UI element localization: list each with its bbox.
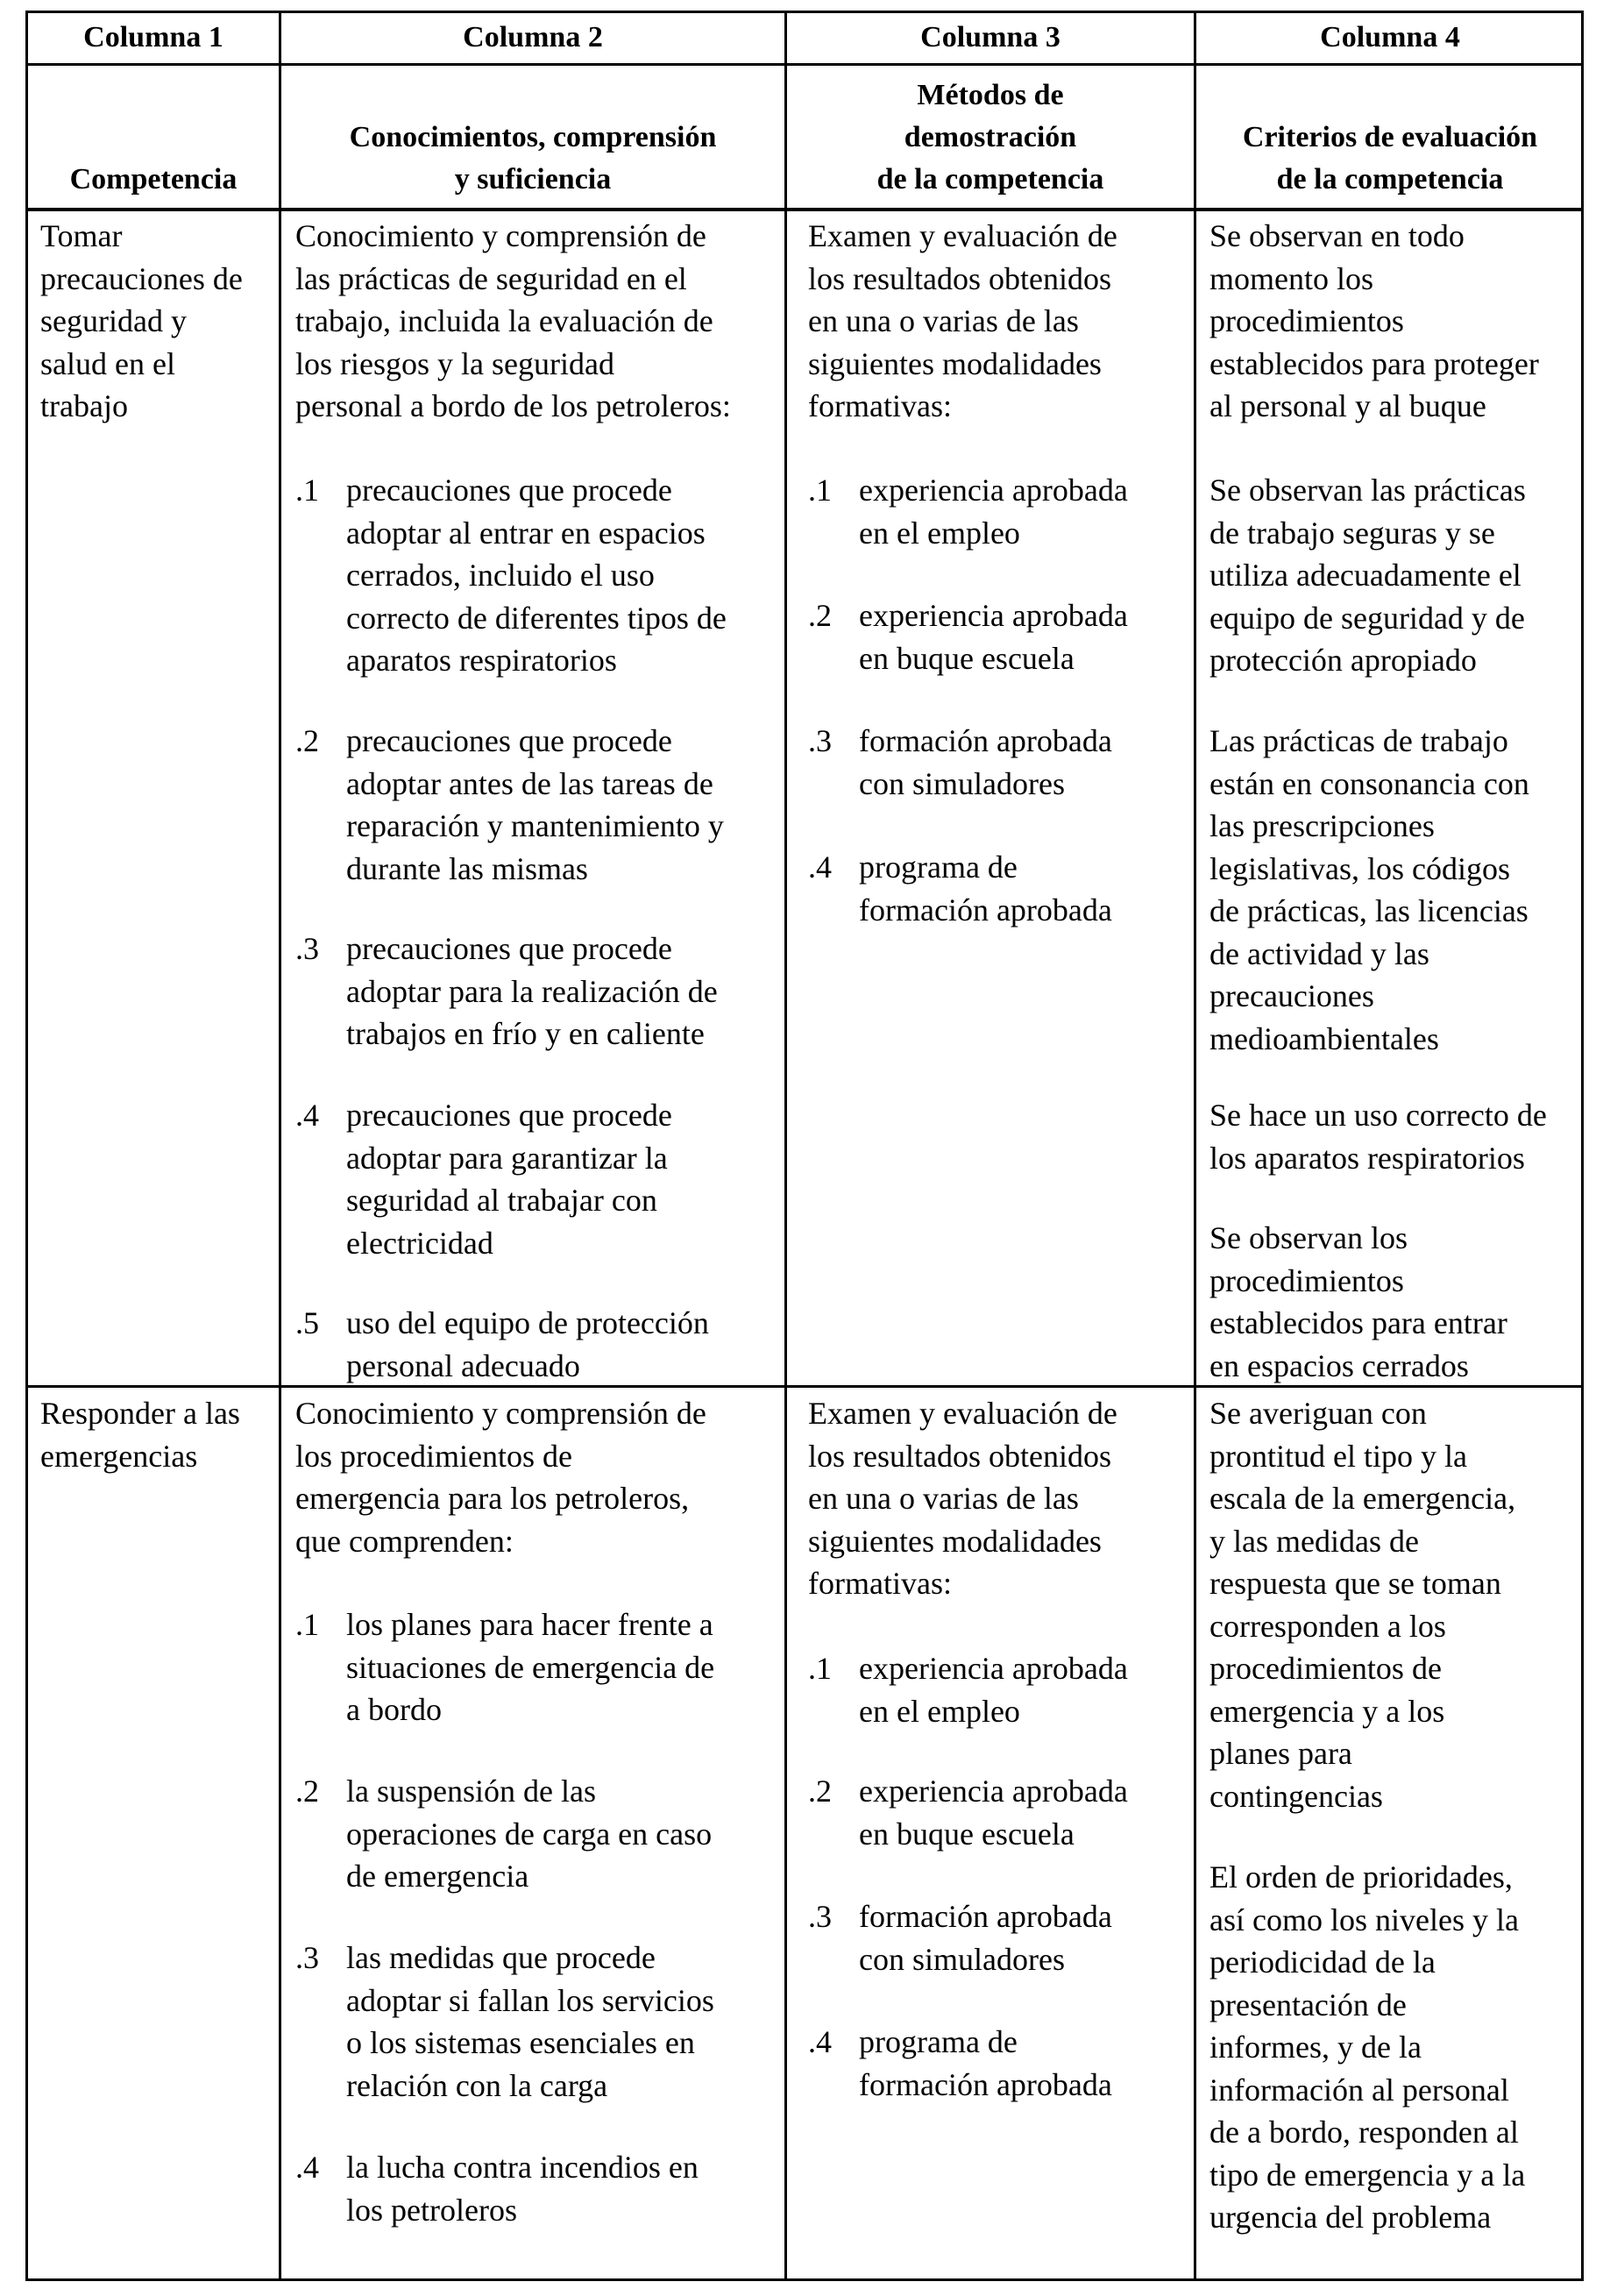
row1-criteria: Se observan los procedimientos establecidos para entrar en espacios cerrados xyxy=(1209,1220,1507,1383)
row1-knowledge-item: .5 uso del equipo de protección personal adecuado xyxy=(295,1305,709,1383)
column-divider xyxy=(1194,13,1196,2278)
row2-criteria: Se averiguan con prontitud el tipo y la escala de la emergencia, y las medidas de respuesta que se toman corresponden a los procedimientos de emergencia y a los planes para contingencias xyxy=(1209,1396,1516,1814)
row1-competence: Tomar precauciones de seguridad y salud en el trabajo xyxy=(40,218,243,423)
competence-table xyxy=(25,11,1584,2281)
row2-method-item: .3 formación aprobada con simuladores xyxy=(808,1899,1112,1977)
header-criterios: Criterios de evaluación de la competencia xyxy=(1242,121,1538,195)
row1-method-item: .2 experiencia aprobada en buque escuela xyxy=(808,598,1128,676)
header-competencia: Competencia xyxy=(69,163,238,195)
row1-criteria: Se hace un uso correcto de los aparatos respiratorios xyxy=(1209,1098,1547,1176)
row2-criteria: El orden de prioridades, así como los niveles y la periodicidad de la presentación de informes, y de la información al personal de a bordo, responden al tipo de emergencia y a la urgencia del problema xyxy=(1209,1859,1526,2235)
header-columna-2: Columna 2 xyxy=(463,21,603,53)
row2-methods: Examen y evaluación de los resultados obtenidos en una o varias de las siguientes modalidades formativas: xyxy=(808,1396,1117,1601)
row1-method-item: .1 experiencia aprobada en el empleo xyxy=(808,473,1128,551)
row2-competence: Responder a las emergencias xyxy=(40,1396,240,1474)
header-metodos: Métodos de demostración de la competencia xyxy=(876,79,1104,195)
row1-criteria: Se observan en todo momento los procedimientos establecidos para proteger al personal y al buque xyxy=(1209,218,1539,423)
row1-methods: Examen y evaluación de los resultados obtenidos en una o varias de las siguientes modalidades formativas: xyxy=(808,218,1117,423)
row-divider xyxy=(28,208,1581,211)
header-columna-4: Columna 4 xyxy=(1320,21,1460,53)
row2-knowledge-item: .1 los planes para hacer frente a situaciones de emergencia de a bordo xyxy=(295,1607,715,1727)
row2-method-item: .1 experiencia aprobada en el empleo xyxy=(808,1651,1128,1729)
row2-knowledge-item: .4 la lucha contra incendios en los petroleros xyxy=(295,2150,699,2228)
row1-method-item: .4 programa de formación aprobada xyxy=(808,849,1112,928)
row2-method-item: .2 experiencia aprobada en buque escuela xyxy=(808,1774,1128,1852)
header-columna-1: Columna 1 xyxy=(83,21,223,53)
header-conocimientos: Conocimientos, comprensión y suficiencia xyxy=(349,121,717,195)
row1-knowledge-item: .3 precauciones que procede adoptar para la realización de trabajos en frío y en caliente xyxy=(295,931,718,1051)
column-divider xyxy=(279,13,281,2278)
row1-criteria: Las prácticas de trabajo están en consonancia con las prescripciones legislativas, los códigos de prácticas, las licencias de actividad y las precauciones medioambientales xyxy=(1209,723,1529,1056)
header-columna-3: Columna 3 xyxy=(920,21,1060,53)
column-divider xyxy=(784,13,787,2278)
row2-knowledge: Conocimiento y comprensión de los procedimientos de emergencia para los petroleros, que comprenden: xyxy=(295,1396,706,1559)
row2-knowledge-item: .2 la suspensión de las operaciones de carga en caso de emergencia xyxy=(295,1774,713,1894)
row1-criteria: Se observan las prácticas de trabajo seguras y se utiliza adecuadamente el equipo de seguridad y de protección apropiado xyxy=(1209,473,1526,678)
row1-knowledge: Conocimiento y comprensión de las prácticas de seguridad en el trabajo, incluida la evaluación de los riesgos y la seguridad personal a bordo de los petroleros: xyxy=(295,218,731,423)
row1-method-item: .3 formación aprobada con simuladores xyxy=(808,723,1112,801)
row2-knowledge-item: .3 las medidas que procede adoptar si fallan los servicios o los sistemas esenciales en relación con la carga xyxy=(295,1940,714,2103)
row1-knowledge-item: .2 precauciones que procede adoptar antes de las tareas de reparación y mantenimiento y durante las mismas xyxy=(295,723,724,886)
row1-knowledge-item: .1 precauciones que procede adoptar al entrar en espacios cerrados, incluido el uso correcto de diferentes tipos de aparatos respiratorios xyxy=(295,473,727,678)
row2-method-item: .4 programa de formación aprobada xyxy=(808,2024,1112,2102)
row1-knowledge-item: .4 precauciones que procede adoptar para garantizar la seguridad al trabajar con electricidad xyxy=(295,1098,672,1261)
